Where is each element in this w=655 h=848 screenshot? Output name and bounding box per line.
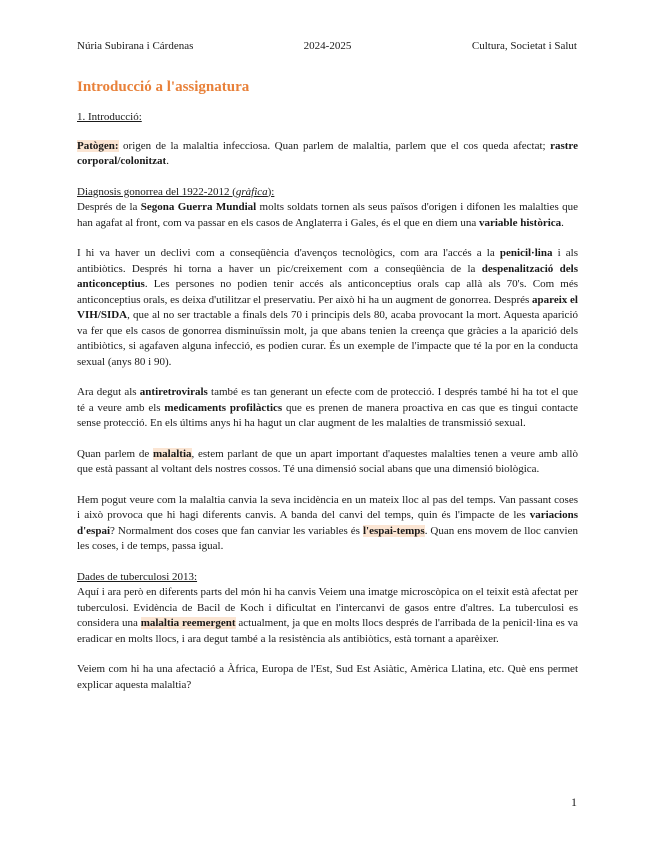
term-malaltia-reemergent: malaltia reemergent (140, 617, 236, 629)
subheading-gonorrea: Diagnosis gonorrea del 1922-2012 (gràfica): (77, 185, 275, 198)
section-heading-introduccio: 1. Introducció: (77, 111, 142, 123)
header-course: Cultura, Societat i Salut (471, 40, 577, 52)
subheading-tuberculosi: Dades de tuberculosi 2013: (77, 570, 198, 583)
paragraph-espai-temps: Hem pogut veure com la malaltia canvia la seva incidència en un mateix lloc al pas del temps. Van passant coses i això provoca que hi hagi diferents canvis. A banda del canvi del temps, quin és l'impacte de les variacions d'espai? Normalment dos coses que fan canviar les variables és l'espai-temps. Quan ens movem de lloc canvien les coses, i de temps, passa igual. (77, 493, 578, 552)
document-title: Introducció a l'assignatura (77, 79, 250, 95)
paragraph-afectacio: Veiem com hi ha una afectació a Àfrica, Europa de l'Est, Sud Est Asiàtic, Amèrica Llatina, etc. Què ens permet explicar aquesta malaltia? (77, 663, 578, 691)
page-number: 1 (571, 795, 577, 809)
paragraph-antiretrovirals: Ara degut als antiretrovirals també es tan generant un efecte com de protecció. I després també hi ha tot el que té a veure amb els medicaments profilàctics que es prenen de manera proactiva en cas que es tingui contacte sense protecció. En els últims anys hi ha hagut un clar augment de les malalties de transmissió sexual. (77, 386, 578, 429)
paragraph-tuberculosi: Aquí i ara però en diferents parts del món hi ha canvis Veiem una imatge microscòpica on el teixit està afectat per tuberculosi. Evidència de Bacil de Koch i dificultat en l'intercanvi de gasos entre d'altres. La tuberculosi es considera una malaltia reemergent actualment, ja que en molts llocs després de l'arribada de la penicil·lina es va eradicar en molts llocs, i ara degut també a la resistència als antibiòtics, està tornant a aparèixer. (77, 586, 578, 645)
term-espai-temps: l'espai-temps (362, 524, 425, 537)
paragraph-malaltia: Quan parlem de malaltia, estem parlant de que un apart important d'aquestes malalties tenen a veure amb allò que està passant al voltant dels nostres cossos. Té una dimensió social abans que una dimensió biològica. (77, 447, 578, 475)
header-author: Núria Subirana i Cárdenas (77, 40, 194, 52)
paragraph-patogen: Patògen: origen de la malaltia infecciosa. Quan parlem de malaltia, parlem que el cos queda afectat; rastre corporal/colonitzat. (77, 139, 578, 167)
header-year: 2024-2025 (303, 40, 352, 52)
term-patogen: Patògen: (77, 139, 119, 152)
paragraph-declivi: I hi va haver un declivi com a conseqüència d'avenços tecnològics, com ara l'accés a la penicil·lina i als antibiòtics. Després hi torna a haver un pic/creixement com a conseqüència de la despenalització dels anticonceptius. Les persones no podien tenir accés als anticonceptius orals cap allà als 70's. Com més anticonceptius orals, es deixa d'utilitzar el preservatiu. Per això hi ha un augment de gonorrea. Després apareix el VIH/SIDA, que al no ser tractable a finals dels 70 i principis dels 80, acaba provocant la mort. Aquesta aparició va fer que els casos de gonorrea disminuïssin molt, ja que abans tenien la creença que gràcies a la aparició dels antibiòtics, si agafaven alguna infecció, es podien curar. És un exemple de l'impacte que té la por en la conducta sexual (anys 80 i 90). (77, 247, 579, 368)
paragraph-gonorrea: Després de la Segona Guerra Mundial molts soldats tornen als seus països d'origen i difonen les malalties que han agafat al front, com va passar en els casos de Anglaterra i Gales, és el que en diem una variable històrica. (77, 201, 578, 229)
term-malaltia: malaltia (153, 447, 192, 460)
document-body (77, 78, 578, 708)
